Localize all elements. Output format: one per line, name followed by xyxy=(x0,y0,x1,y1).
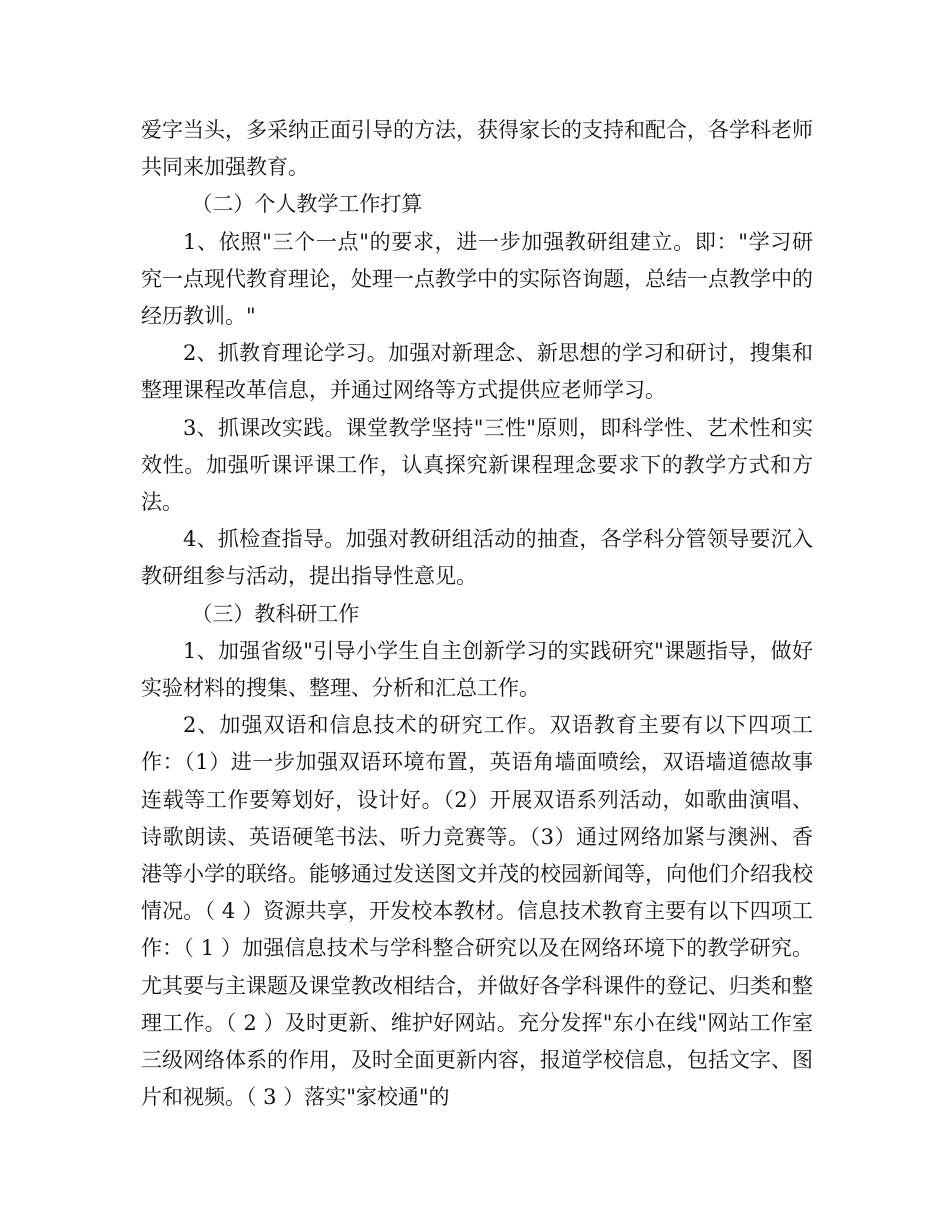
document-body xyxy=(141,112,813,1116)
paragraph-item-2: 2、抓教育理论学习。加强对新理念、新思想的学习和研讨，搜集和整理课程改革信息，并通过网络等方式提供应老师学习。 xyxy=(141,341,813,403)
paragraph-continuation: 爱字当头，多采纳正面引导的方法，获得家长的支持和配合，各学科老师共同来加强教育。 xyxy=(141,118,813,180)
section-heading-research-work: （三）教科研工作 xyxy=(191,601,360,626)
paragraph-item-4: 4、抓检查指导。加强对教研组活动的抽查，各学科分管领导要沉入教研组参与活动，提出指导性意见。 xyxy=(141,527,813,589)
paragraph-item-1: 1、依照"三个一点"的要求，进一步加强教研组建立。即："学习研究一点现代教育理论，处理一点教学中的实际咨询题，总结一点教学中的经历教训。" xyxy=(141,229,813,329)
paragraph-research-item-1: 1、加强省级"引导小学生自主创新学习的实践研究"课题指导，做好实验材料的搜集、整理、分析和汇总工作。 xyxy=(141,638,813,701)
paragraph-research-item-2: 2、加强双语和信息技术的研究工作。双语教育主要有以下四项工作：（1）进一步加强双语环境布置，英语角墙面喷绘，双语墙道德故事连载等工作要筹划好，设计好。（2）开展双语系列活动，如歌曲演唱、诗歌朗读、英语硬笔书法、听力竞赛等。（3）通过网络加紧与澳洲、香港等小学的联络。能够通过发送图文并茂的校园新闻等，向他们介绍我校情况。（ 4 ）资源共享，开发校本教材。信息技术教育主要有以下四项工作：（ 1 ）加强信息技术与学科整合研究以及在网络环境下的教学研究。尤其要与主课题及课堂教改相结合，并做好各学科课件的登记、归类和整理工作。（ 2 ）及时更新、维护好网站。充分发挥"东小在线"网站工作室三级网络体系的作用，及时全面更新内容，报道学校信息，包括文字、图片和视频。（ 3 ）落实"家校通"的 xyxy=(141,713,813,1110)
paragraph-item-3: 3、抓课改实践。课堂教学坚持"三性"原则，即科学性、艺术性和实效性。加强听课评课工作，认真探究新课程理念要求下的教学方式和方法。 xyxy=(141,415,813,515)
section-heading-personal-teaching-plan: （二）个人教学工作打算 xyxy=(191,192,423,217)
